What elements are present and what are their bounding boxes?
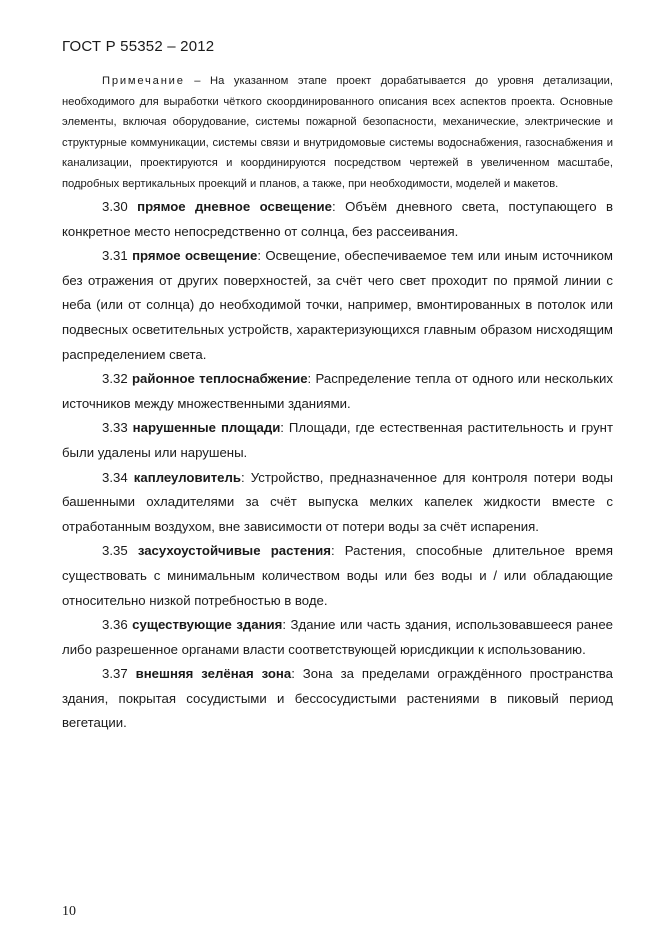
term-number: 3.37 <box>102 666 128 682</box>
term-name: нарушенные площади <box>132 420 281 436</box>
term-3-30 <box>62 195 613 244</box>
term-name: внешняя зелёная зона <box>135 666 292 682</box>
note-text: – На указанном этапе проект дорабатывается до уровня детализации, необходимого для выработки чёткого скоординированного описания всех аспектов проекта. Основные элементы, включая оборудование, системы пожарной безопасности, механические, электрические и структурные коммуникации, системы связи и внутридомовые системы водоснабжения, газоснабжения и канализации, проектируются и координируются посредством чертежей в увеличенном масштабе, подробных вертикальных проекций и планов, а также, при необходимости, моделей и макетов. <box>62 75 613 190</box>
term-definition: : Площади, где естественная растительность и грунт были удалены или нарушены. <box>62 420 613 460</box>
note-paragraph <box>62 71 613 194</box>
term-name: районное теплоснабжение <box>131 371 308 387</box>
term-number: 3.32 <box>102 371 128 387</box>
term-name: каплеуловитель <box>133 469 241 485</box>
term-definition: : Распределение тепла от одного или нескольких источников между множественными зданиями. <box>62 371 613 411</box>
term-number: 3.35 <box>102 543 128 559</box>
term-definition: : Здание или часть здания, использовавшееся ранее либо разрешенное органами власти соответствующей юрисдикции к использованию. <box>62 617 613 657</box>
term-3-32 <box>62 367 613 416</box>
page-number: 10 <box>62 904 76 919</box>
term-3-36 <box>62 613 613 662</box>
term-definition: : Растения, способные длительное время существовать с минимальным количеством воды или без воды и / или обладающие относительно низкой потребностью в воде. <box>62 543 613 608</box>
term-definition: : Освещение, обеспечиваемое тем или иным источником без отражения от других поверхностей, за счёт чего свет проходит по прямой линии с неба (или от солнца) до необходимой точки, например, вмонтированных в потолок или подвесных осветительных устройств, характеризующихся главным образом нисходящим распределением света. <box>62 248 613 362</box>
term-definition: : Объём дневного света, поступающего в конкретное место непосредственно от солнца, без рассеивания. <box>62 199 613 239</box>
term-number: 3.36 <box>102 617 128 633</box>
term-name: прямое дневное освещение <box>137 199 332 214</box>
term-number: 3.30 <box>102 199 128 214</box>
term-definition: : Зона за пределами ограждённого пространства здания, покрытая сосудистыми и бессосудистыми растениями в пиковый период вегетации. <box>62 666 613 731</box>
note-label: Примечание <box>102 75 185 87</box>
term-3-37 <box>62 662 613 736</box>
term-number: 3.33 <box>102 420 128 436</box>
document-body <box>62 71 613 736</box>
term-name: существующие здания <box>132 617 283 633</box>
term-3-34 <box>62 466 613 540</box>
term-name: прямое освещение <box>132 248 258 264</box>
term-3-35 <box>62 539 613 613</box>
term-name: засухоустойчивые растения <box>137 543 331 559</box>
document-header: ГОСТ Р 55352 – 2012 <box>62 38 215 55</box>
term-3-33 <box>62 416 613 465</box>
term-number: 3.31 <box>102 248 128 264</box>
term-definition: : Устройство, предназначенное для контроля потери воды башенными охладителями за счёт выпуска мелких капелек жидкости вместе с отработанным воздухом, вне зависимости от потери воды за счёт испарения. <box>62 469 613 534</box>
term-number: 3.34 <box>102 469 128 485</box>
term-3-31 <box>62 244 613 367</box>
